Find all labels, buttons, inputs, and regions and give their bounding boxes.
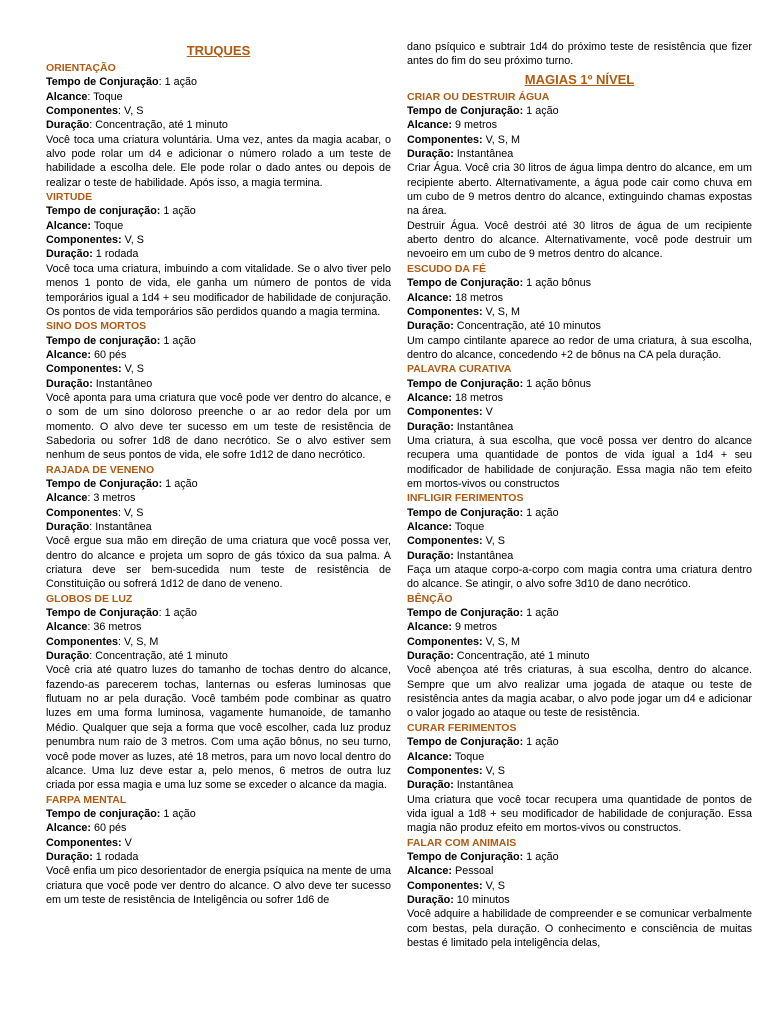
spell-name: CURAR FERIMENTOS: [407, 721, 517, 734]
spell-description: Criar Água. Você cria 30 litros de água limpa dentro do alcance, em um recipiente aberto. Alternativamente, a água pode cair como chuva em um cubo de 9 metros dentro do alcance, extinguindo chamas expostas na área.: [407, 162, 752, 218]
property-label: Componentes:: [407, 406, 483, 419]
spell-property: [407, 534, 752, 548]
property-label: Tempo de Conjuração:: [407, 607, 524, 620]
property-value: 18 metros: [452, 391, 504, 404]
spell-property: [46, 850, 391, 864]
spell-entry: [407, 836, 752, 951]
spell-property: [46, 377, 391, 391]
spell-description: Uma criatura, à sua escolha, que você possa ver dentro do alcance recupera uma quantidade de pontos de vida igual a 1d4 + seu modificador de habilidade de conjuração. Essa magia não tem efeito em mortos-vivos ou constructos: [407, 434, 752, 490]
property-value: V, S, M: [482, 133, 520, 146]
spell-name: VIRTUDE: [46, 191, 93, 204]
spell-entry: [46, 463, 391, 592]
property-value: Pessoal: [452, 865, 494, 878]
property-value: V, S: [121, 363, 145, 376]
property-value: Toque: [452, 521, 485, 533]
spell-description: Você ergue sua mão em direção de uma criatura que você possa ver, dentro do alcance e projeta um sopro de gás tóxico da sua palma. A criatura deve ser bem-sucedida num teste de resistência de Constituição ou sofrerá 1d12 de dano de veneno.: [46, 535, 391, 591]
spell-entry: [407, 362, 752, 491]
spell-property: [407, 133, 752, 147]
spell-property: [407, 850, 752, 864]
property-label: Duração: [46, 119, 90, 132]
property-label: Componentes: [46, 105, 118, 118]
spell-property: [46, 606, 391, 620]
spell-property: [407, 549, 752, 563]
property-label: Componentes:: [407, 764, 483, 777]
property-value: 1 ação: [523, 607, 559, 620]
property-label: Tempo de conjuração:: [46, 807, 161, 820]
spell-description: Você aponta para uma criatura que você pode ver dentro do alcance, e o som de um sino doloroso preenche o ar ao redor dela por um momento. O alvo deve ter sucesso em um teste de resistência de Sabedoria ou sofrer 1d8 de dano necrótico. Se o alvo estiver sem nenhum de seus pontos de vida, ele sofre 1d12 de dano necrótico.: [46, 391, 391, 462]
property-label: Alcance: [46, 621, 88, 634]
spell-property: [407, 879, 752, 893]
property-label: Duração:: [46, 850, 93, 863]
property-label: Tempo de Conjuração:: [407, 377, 524, 390]
property-label: Tempo de Conjuração:: [407, 105, 524, 118]
property-value: 60 pés: [91, 348, 127, 361]
property-label: Alcance:: [407, 621, 453, 634]
spell-property: [407, 778, 752, 792]
section-title-truques: TRUQUES: [186, 43, 251, 58]
spell-property: [46, 233, 391, 247]
property-label: Alcance:: [407, 119, 453, 132]
property-value: : V, S: [117, 105, 144, 118]
property-label: Tempo de Conjuração: [46, 607, 159, 620]
spell-property: [407, 606, 752, 620]
property-value: Concentração, até 10 minutos: [453, 320, 601, 333]
spell-name: CRIAR OU DESTRUIR ÁGUA: [407, 90, 550, 103]
property-label: Componentes:: [407, 305, 483, 318]
property-value: 1 ação bônus: [523, 277, 592, 290]
property-value: 1 rodada: [92, 850, 139, 863]
spell-entry: [46, 592, 391, 793]
property-label: Duração:: [407, 893, 454, 906]
property-value: V, S, M: [482, 635, 520, 648]
spell-description: Uma criatura que você tocar recupera uma quantidade de pontos de vida igual a 1d8 + seu modificador de habilidade de conjuração. Essa magia não produz efeito em mortos-vivos ou constructos.: [407, 793, 752, 835]
property-label: Alcance:: [407, 391, 453, 404]
property-value: Concentração, até 1 minuto: [453, 650, 590, 663]
property-value: V, S: [482, 879, 506, 892]
property-label: Alcance:: [407, 521, 453, 533]
spell-property: [46, 334, 391, 348]
property-value: 18 metros: [452, 291, 504, 304]
spell-property: [407, 118, 752, 132]
property-label: Tempo de Conjuração:: [46, 477, 163, 490]
property-value: : V, S, M: [117, 635, 159, 648]
property-label: Alcance:: [46, 348, 92, 361]
property-value: Instantânea: [453, 148, 514, 161]
property-label: Alcance: [46, 90, 88, 103]
property-value: Instantânea: [453, 549, 514, 562]
spell-property: [46, 362, 391, 376]
spell-description: Um campo cintilante aparece ao redor de uma criatura, à sua escolha, dentro do alcance, concedendo +2 de bônus na CA pela duração.: [407, 334, 752, 361]
spell-description: Você enfia um pico desorientador de energia psíquica na mente de uma criatura que você pode ver dentro do alcance. O alvo deve ter sucesso em um teste de resistência de Inteligência ou sofrer 1d6 de: [46, 865, 391, 906]
spell-property: [46, 635, 391, 649]
spell-property: [407, 635, 752, 649]
property-value: V, S, M: [482, 305, 520, 318]
spell-property: [407, 420, 752, 434]
property-label: Componentes:: [407, 635, 483, 648]
property-label: Componentes: [46, 506, 118, 519]
property-value: : Concentração, até 1 minuto: [89, 119, 228, 132]
spell-name: ESCUDO DA FÉ: [407, 262, 486, 275]
property-value: : Toque: [87, 90, 123, 103]
spell-property: [407, 735, 752, 749]
property-value: V: [121, 836, 132, 849]
spell-property: [46, 90, 391, 104]
property-value: V, S: [482, 764, 506, 777]
property-label: Duração:: [407, 320, 454, 333]
spell-name: RAJADA DE VENENO: [46, 463, 155, 476]
spell-property: [407, 291, 752, 305]
spell-property: [407, 391, 752, 405]
spell-description: Destruir Água. Você destrói até 30 litros de água de um recipiente aberto dentro do alcance. Alternativamente, você pode destruir um nevoeiro em um cubo de 9 metros dentro do alcance.: [407, 219, 752, 261]
spell-property: [46, 821, 391, 835]
property-value: 10 minutos: [453, 893, 510, 906]
property-label: Alcance:: [46, 219, 92, 232]
property-value: 1 ação: [162, 477, 198, 490]
property-value: 9 metros: [452, 621, 498, 634]
spell-name: SINO DOS MORTOS: [46, 320, 147, 333]
right-column: [407, 40, 752, 950]
property-label: Componentes:: [46, 234, 122, 247]
property-value: 60 pés: [91, 822, 127, 835]
spell-property: [407, 520, 752, 534]
property-value: : V, S: [117, 506, 144, 519]
property-label: Duração:: [407, 148, 454, 161]
property-label: Tempo de conjuração:: [46, 334, 161, 347]
spell-property: [46, 620, 391, 634]
spell-entry: [407, 491, 752, 591]
property-value: : 1 ação: [158, 607, 198, 620]
spell-property: [46, 520, 391, 534]
spell-property: [407, 319, 752, 333]
property-label: Tempo de Conjuração:: [407, 850, 524, 863]
spell-property: [407, 649, 752, 663]
property-label: Componentes:: [407, 535, 483, 548]
spell-property: [407, 750, 752, 764]
spell-property: [407, 764, 752, 778]
property-label: Alcance: [46, 492, 88, 505]
property-value: Instantânea: [453, 779, 514, 792]
spell-property: [46, 348, 391, 362]
spell-name: BÊNÇÃO: [407, 592, 453, 605]
spell-property: [407, 147, 752, 161]
spell-property: [46, 104, 391, 118]
spell-description: Você abençoa até três criaturas, à sua escolha, dentro do alcance. Sempre que um alvo realizar uma jogada de ataque ou teste de resistência antes da magia acabar, o alvo pode jogar um d4 e adicionar o valor jogado ao ataque ou teste de resistência.: [407, 664, 752, 720]
property-value: Instantâneo: [92, 377, 153, 390]
property-label: Duração:: [46, 248, 93, 261]
spell-entry: [46, 793, 391, 908]
spell-name: FALAR COM ANIMAIS: [407, 836, 517, 849]
spell-property: [407, 305, 752, 319]
property-label: Tempo de Conjuração:: [407, 736, 524, 749]
property-label: Duração: [46, 521, 90, 533]
spell-description: Você toca uma criatura voluntária. Uma vez, antes da magia acabar, o alvo pode rolar um d4 e adicionar o número rolado a um teste de habilidade a escolha dele. Ele pode rolar o dado antes ou depois de realizar o teste de habilidade. Após isso, a magia termina.: [46, 133, 391, 189]
property-value: 1 ação: [160, 205, 196, 218]
spell-property: [46, 219, 391, 233]
property-value: Instantânea: [453, 420, 514, 433]
property-label: Tempo de conjuração:: [46, 205, 161, 218]
property-label: Duração: [46, 650, 90, 663]
spell-property: [46, 118, 391, 132]
property-value: 1 ação: [523, 850, 559, 863]
continuation-text: dano psíquico e subtrair 1d4 do próximo teste de resistência que fizer antes do fim do seu próximo turno.: [407, 41, 752, 68]
property-label: Duração:: [46, 377, 93, 390]
property-value: 1 ação bônus: [523, 377, 592, 390]
spell-entry: [407, 262, 752, 362]
spell-name: PALAVRA CURATIVA: [407, 363, 512, 376]
spell-entry: [407, 721, 752, 836]
property-value: 1 ação: [523, 105, 559, 118]
spell-property: [407, 104, 752, 118]
section-title-magias-1-nivel: MAGIAS 1º NÍVEL: [524, 71, 635, 87]
spell-property: [46, 477, 391, 491]
spell-property: [46, 836, 391, 850]
property-label: Tempo de Conjuração: [46, 76, 159, 89]
property-label: Tempo de Conjuração:: [407, 506, 524, 519]
property-value: Toque: [91, 219, 124, 232]
property-value: : 3 metros: [87, 492, 136, 505]
property-label: Tempo de Conjuração:: [407, 277, 524, 290]
spell-name: GLOBOS DE LUZ: [46, 592, 133, 605]
property-label: Componentes: [46, 635, 118, 648]
spell-description: Você toca uma criatura, imbuindo a com vitalidade. Se o alvo tiver pelo menos 1 ponto de vida, ele ganha um número de pontos de vida temporários igual a 1d4 + seu modificador de habilidade de conjuração. Os pontos de vida temporários são perdidos quando a magia termina.: [46, 262, 391, 318]
property-value: V, S: [482, 535, 506, 548]
spell-property: [46, 75, 391, 89]
property-value: 1 ação: [523, 736, 559, 749]
property-label: Alcance:: [407, 750, 453, 763]
spell-property: [46, 491, 391, 505]
spell-property: [46, 204, 391, 218]
property-label: Duração:: [407, 549, 454, 562]
property-value: : 1 ação: [158, 76, 198, 89]
spell-entry: [46, 319, 391, 462]
property-value: 1 rodada: [92, 248, 139, 261]
spell-property: [407, 377, 752, 391]
property-value: 9 metros: [452, 119, 498, 132]
spell-property: [46, 247, 391, 261]
spell-property: [407, 276, 752, 290]
property-label: Duração:: [407, 779, 454, 792]
spell-name: FARPA MENTAL: [46, 793, 127, 806]
left-column: [46, 40, 391, 907]
property-label: Componentes:: [46, 363, 122, 376]
spell-property: [407, 864, 752, 878]
property-value: : Instantânea: [89, 521, 152, 533]
spell-name: ORIENTAÇÃO: [46, 62, 116, 74]
property-value: V: [482, 406, 493, 419]
spell-description: Você cria até quatro luzes do tamanho de tochas dentro do alcance, fazendo-as parecerem tochas, lanternas ou esferas luminosas que flutuam no ar pela duração. Você também pode combinar as quatro luzes em uma forma luminosa, vagamente humanoide, de tamanho Médio. Qualquer que seja a forma que você escolher, cada luz produz penumbra num raio de 3 metros. Com uma ação bônus, no seu turno, você pode mover as luzes, até 18 metros, para um novo local dentro do alcance. Uma luz deve estar a, pelo menos, 6 metros de outra luz criada por essa magia e uma luz some se exceder o alcance da magia.: [46, 664, 391, 792]
property-value: Toque: [452, 750, 485, 763]
spell-entry: [46, 61, 391, 190]
property-label: Alcance:: [46, 822, 92, 835]
property-value: V, S: [121, 234, 145, 247]
spell-name: INFLIGIR FERIMENTOS: [407, 492, 524, 505]
property-label: Duração:: [407, 420, 454, 433]
property-label: Alcance:: [407, 291, 453, 304]
spell-entry: [407, 592, 752, 721]
property-value: 1 ação: [523, 506, 559, 519]
spell-property: [407, 405, 752, 419]
property-label: Componentes:: [46, 836, 122, 849]
spell-property: [407, 620, 752, 634]
property-value: : Concentração, até 1 minuto: [89, 650, 228, 663]
property-value: 1 ação: [160, 807, 196, 820]
property-label: Componentes:: [407, 879, 483, 892]
spell-entry: [46, 190, 391, 319]
spell-property: [407, 506, 752, 520]
spell-description: Faça um ataque corpo-a-corpo com magia contra uma criatura dentro do alcance. Se atingir, o alvo sofre 3d10 de dano necrótico.: [407, 564, 752, 591]
spell-property: [46, 807, 391, 821]
spell-property: [407, 893, 752, 907]
spell-property: [46, 506, 391, 520]
property-value: 1 ação: [160, 334, 196, 347]
spell-entry: [407, 90, 752, 262]
property-value: : 36 metros: [87, 621, 142, 634]
spell-description: Você adquire a habilidade de compreender e se comunicar verbalmente com bestas, pela duração. O conhecimento e consciência de muitas bestas é limitado pela inteligência delas,: [407, 908, 752, 949]
property-label: Alcance:: [407, 865, 453, 878]
spell-property: [46, 649, 391, 663]
property-label: Componentes:: [407, 133, 483, 146]
property-label: Duração:: [407, 650, 454, 663]
